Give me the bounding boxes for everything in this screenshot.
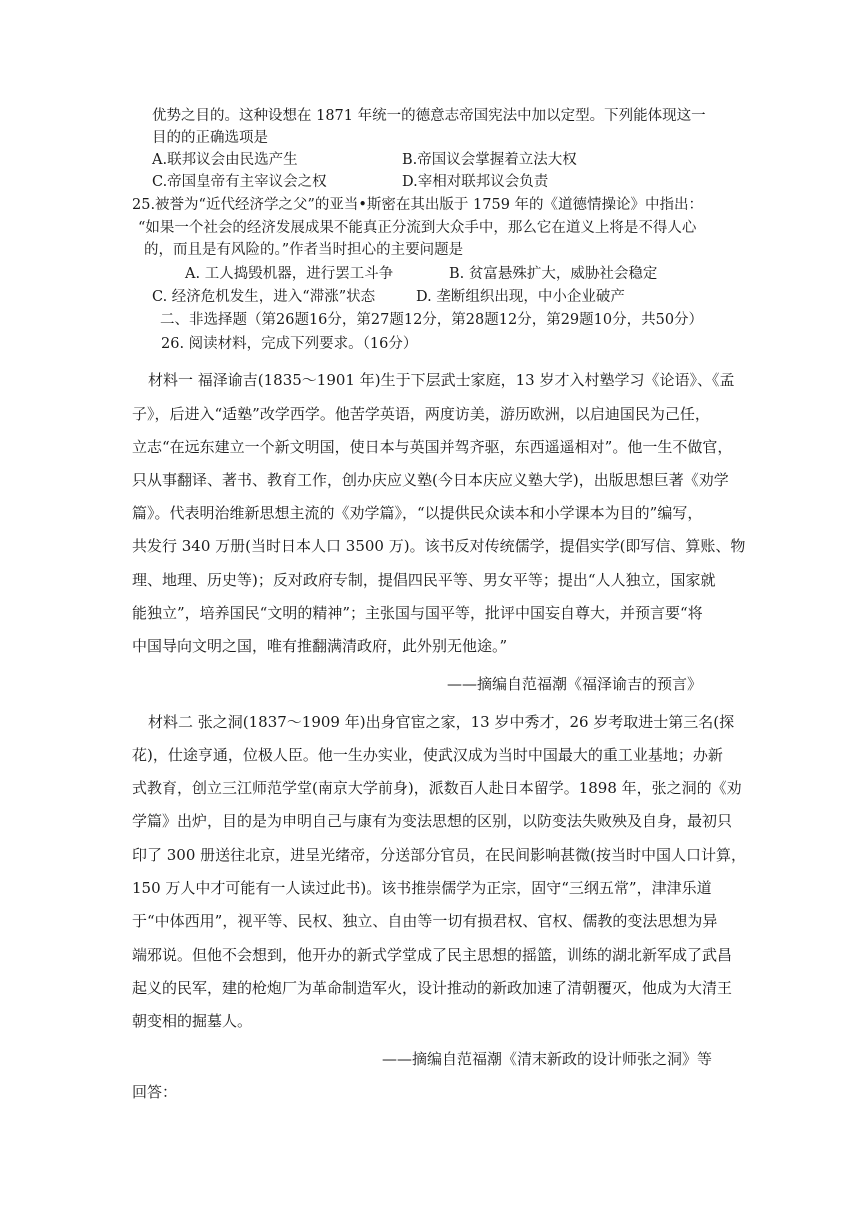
material2-line-1: 材料二 张之洞(1837～1909 年)出身官宦之家，13 岁中秀才，26 岁考取进士第三名(探 — [148, 713, 735, 731]
material2-line-7: 于“中体西用”，视平等、民权、独立、自由等一切有损君权、官权、儒教的变法思想为异 — [132, 912, 718, 930]
q24-stem-line-1: 优势之目的。这种设想在 1871 年统一的德意志帝国宪法中加以定型。下列能体现这一 — [152, 108, 706, 124]
material2-line-8: 端邪说。但他不会想到，他开办的新式学堂成了民主思想的摇篮，训练的湖北新军成了武昌 — [132, 946, 733, 964]
material2-line-3: 式教育，创立三江师范学堂(南京大学前身)，派数百人赴日本留学。1898 年，张之洞的《劝 — [132, 779, 742, 797]
q25-option-a: A. 工人捣毁机器，进行罢工斗争 — [185, 266, 394, 282]
material1-source: ——摘编自范福潮《福泽谕吉的预言》 — [447, 675, 703, 693]
material2-line-4: 学篇》出炉，目的是为申明自己与康有为变法思想的区别，以防变法失败殃及自身，最初只 — [132, 812, 733, 830]
material2-line-9: 起义的民军，建的枪炮厂为革命制造军火，设计推动的新政加速了清朝覆灭，他成为大清王 — [132, 979, 733, 997]
material2-line-5: 印了 300 册送往北京，进呈光绪帝，分送部分官员，在民间影响甚微(按当时中国人口计算， — [132, 846, 747, 864]
q25-option-c: C. 经济危机发生，进入“滞涨”状态 — [152, 289, 376, 305]
answer-label: 回答： — [132, 1083, 178, 1101]
material1-line-5: 篇》。代表明治维新思想主流的《劝学篇》，“以提供民众读本和小学课本为目的”编写， — [132, 504, 703, 522]
q24-option-a: A.联邦议会由民选产生 — [152, 152, 298, 168]
material2-line-6: 150 万人中才可能有一人读过此书)。该书推崇儒学为正宗，固守“三纲五常”，津津乐道 — [132, 879, 712, 897]
q25-stem-line-1: 25.被誉为“近代经济学之父”的亚当•斯密在其出版于 1759 年的《道德情操论》中指出： — [132, 197, 704, 213]
material1-line-3: 立志“在远东建立一个新文明国，使日本与英国并驾齐驱，东西遥遥相对”。他一生不做官， — [132, 438, 733, 456]
section-heading: 二、非选择题（第26题16分，第27题12分，第28题12分，第29题10分，共50分） — [160, 312, 704, 328]
q25-stem-line-2: “如果一个社会的经济发展成果不能真正分流到大众手中，那么它在道义上将是不得人心 — [138, 220, 697, 236]
material1-line-8: 能独立”，培养国民“文明的精神”；主张国与国平等，批评中国妄自尊大，并预言要“将 — [132, 604, 703, 622]
q24-option-b: B.帝国议会掌握着立法大权 — [402, 152, 577, 168]
material2-line-2: 花)，仕途亨通，位极人臣。他一生办实业，使武汉成为当时中国最大的重工业基地；办新 — [132, 746, 723, 764]
material1-line-2: 子》，后进入“适塾”改学西学。他苦学英语，两度访美，游历欧洲，以启迪国民为己任， — [132, 405, 710, 423]
material1-line-1: 材料一 福泽谕吉(1835～1901 年)生于下层武士家庭，13 岁才入村塾学习《论语》、《孟 — [148, 371, 735, 389]
q24-stem-line-2: 目的的正确选项是 — [152, 130, 268, 146]
q25-option-d: D. 垄断组织出现，中小企业破产 — [416, 289, 625, 305]
q24-option-d: D.宰相对联邦议会负责 — [402, 174, 549, 190]
material2-source: ——摘编自范福潮《清末新政的设计师张之洞》等 — [382, 1050, 713, 1068]
material1-line-7: 理、地理、历史等)；反对政府专制，提倡四民平等、男女平等；提出“人人独立，国家就 — [132, 571, 716, 589]
q26-title: 26. 阅读材料，完成下列要求。（16分） — [161, 336, 418, 352]
q25-stem-line-3: 的，而且是有风险的。”作者当时担心的主要问题是 — [144, 242, 464, 258]
material1-line-9: 中国导向文明之国，唯有推翻满清政府，此外别无他途。” — [132, 637, 508, 655]
material2-line-10: 朝变相的掘墓人。 — [132, 1012, 253, 1030]
q25-option-b: B. 贫富悬殊扩大，威胁社会稳定 — [449, 266, 658, 282]
material1-line-4: 只从事翻译、著书、教育工作，创办庆应义塾(今日本庆应义塾大学)，出版思想巨著《劝学 — [132, 471, 729, 489]
material1-line-6: 共发行 340 万册(当时日本人口 3500 万)。该书反对传统儒学，提倡实学(即写信、算账、物 — [132, 537, 746, 555]
q24-option-c: C.帝国皇帝有主宰议会之权 — [152, 174, 327, 190]
